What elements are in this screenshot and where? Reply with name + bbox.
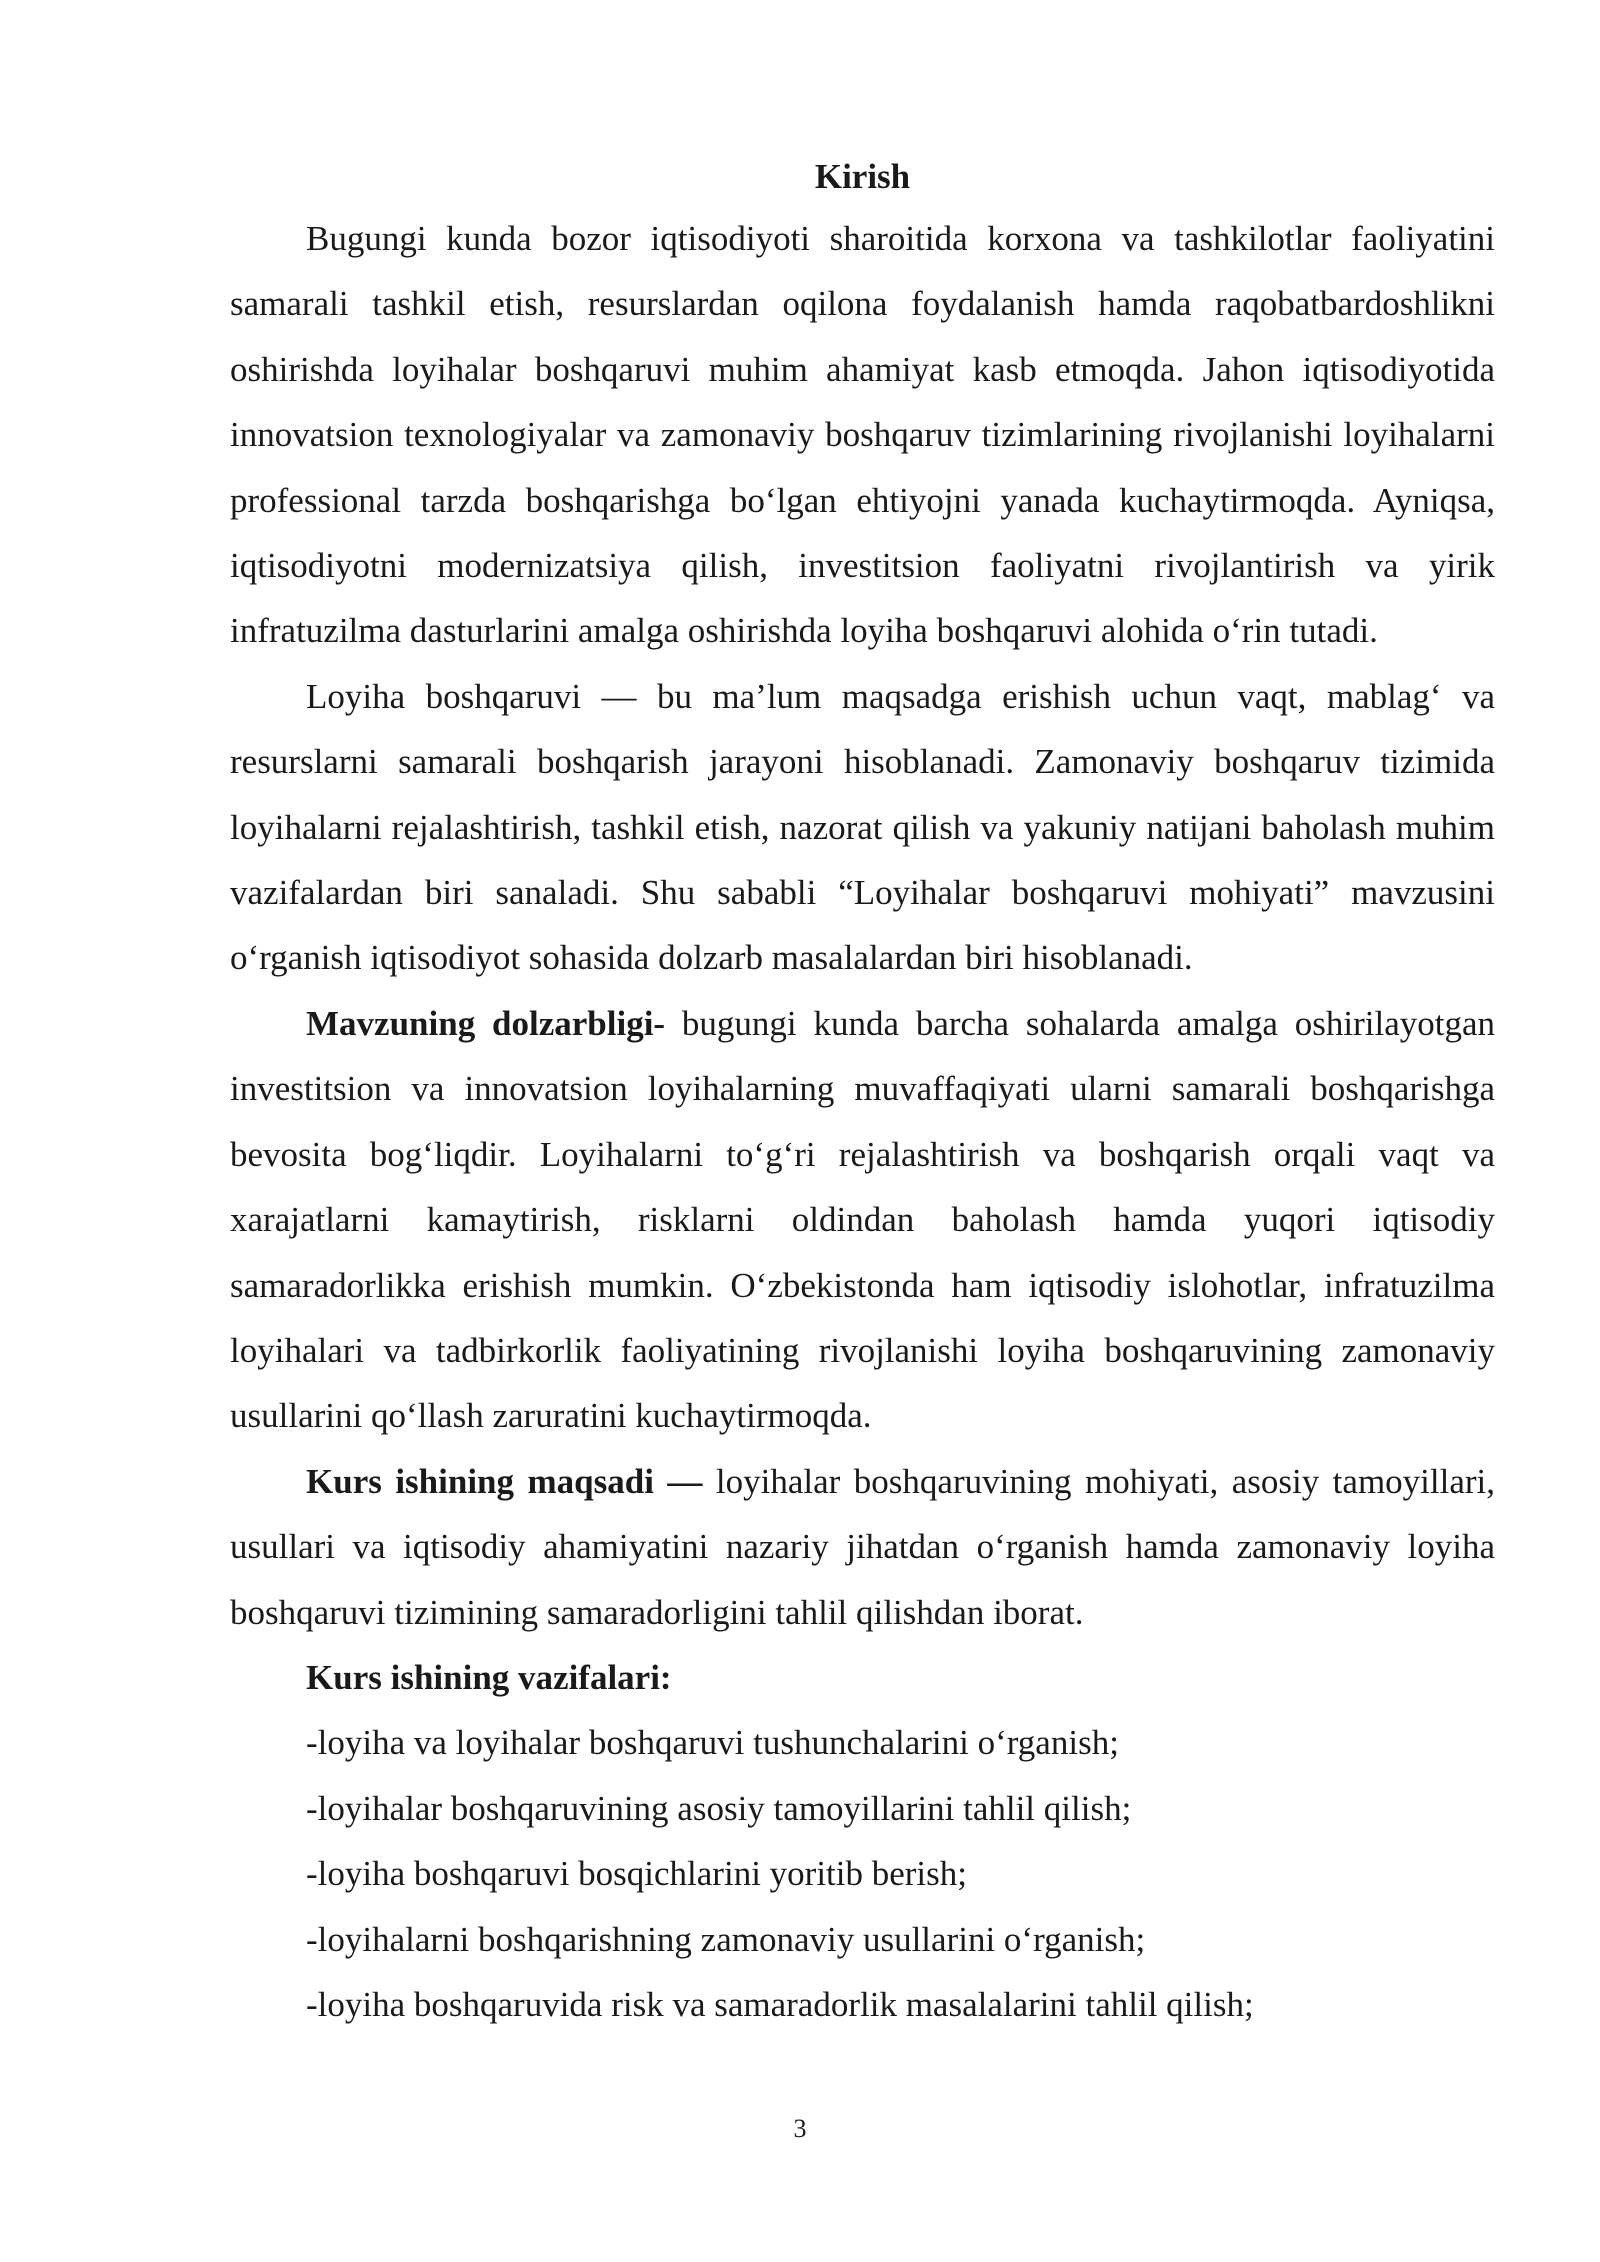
list-item: -loyihalar boshqaruvining asosiy tamoyillarini tahlil qilish; xyxy=(306,1788,1132,1828)
list-item: -loyiha boshqaruvi bosqichlarini yoritib berish; xyxy=(306,1854,968,1894)
paragraph-text: bugungi kunda barcha sohalarda amalga oshirilayotgan investitsion va innovatsion loyihalarning muvaffaqiyati ularni samarali boshqarishga bevosita bog‘liqdir. Loyihalarni to‘g‘ri rejalashtirish va boshqarish orqali vaqt va xarajatlarni kamaytirish, risklarni oldindan baholash hamda yuqori iqtisodiy samaradorlikka erishish mumkin. O‘zbekistonda ham iqtisodiy islohotlar, infratuzilma loyihalari va tadbirkorlik faoliyatining rivojlanishi loyiha boshqaruvining zamonaviy usullarini qo‘llash zaruratini kuchaytirmoqda. xyxy=(230,1003,1495,1436)
list-item: -loyihalarni boshqarishning zamonaviy usullarini o‘rganish; xyxy=(306,1919,1146,1959)
paragraph-goal xyxy=(230,1449,1495,1645)
document-page xyxy=(230,148,1495,2037)
paragraph-text: Bugungi kunda bozor iqtisodiyoti sharoitida korxona va tashkilotlar faoliyatini samarali tashkil etish, resurslardan oqilona foydalanish hamda raqobatbardoshlikni oshirishda loyihalar boshqaruvi muhim ahamiyat kasb etmoqda. Jahon iqtisodiyotida innovatsion texnologiyalar va zamonaviy boshqaruv tizimlarining rivojlanishi loyihalarni professional tarzda boshqarishga bo‘lgan ehtiyojni yanada kuchaytirmoqda. Ayniqsa, iqtisodiyotni modernizatsiya qilish, investitsion faoliyatni rivojlantirish va yirik infratuzilma dasturlarini amalga oshirishda loyiha boshqaruvi alohida o‘rin tutadi. xyxy=(230,219,1495,651)
list-item: -loyiha boshqaruvida risk va samaradorlik masalalarini tahlil qilish; xyxy=(306,1984,1254,2024)
tasks-list xyxy=(230,1710,1495,2037)
paragraph-lead: Mavzuning dolzarbligi- xyxy=(306,1003,666,1043)
paragraph-lead: Kurs ishining maqsadi — xyxy=(306,1461,703,1501)
paragraph-definition xyxy=(230,664,1495,991)
paragraph-text: loyihalar boshqaruvining mohiyati, asosiy tamoyillari, usullari va iqtisodiy ahamiyatini nazariy jihatdan o‘rganish hamda zamonaviy loyiha boshqaruvi tizimining samaradorligini tahlil qilishdan iborat. xyxy=(230,1461,1495,1632)
paragraph-intro xyxy=(230,206,1495,664)
page-number: 3 xyxy=(793,2114,807,2143)
paragraph-relevance xyxy=(230,991,1495,1449)
tasks-heading: Kurs ishining vazifalari: xyxy=(306,1657,672,1697)
paragraph-text: Loyiha boshqaruvi — bu ma’lum maqsadga erishish uchun vaqt, mablag‘ va resurslarni samarali boshqarish jarayoni hisoblanadi. Zamonaviy boshqaruv tizimida loyihalarni rejalashtirish, tashkil etish, nazorat qilish va yakuniy natijani baholash muhim vazifalardan biri sanaladi. Shu sababli “Loyihalar boshqaruvi mohiyati” mavzusini o‘rganish iqtisodiyot sohasida dolzarb masalalardan biri hisoblanadi. xyxy=(230,676,1495,978)
list-item: -loyiha va loyihalar boshqaruvi tushunchalarini o‘rganish; xyxy=(306,1723,1119,1763)
page-title: Kirish xyxy=(814,157,911,196)
